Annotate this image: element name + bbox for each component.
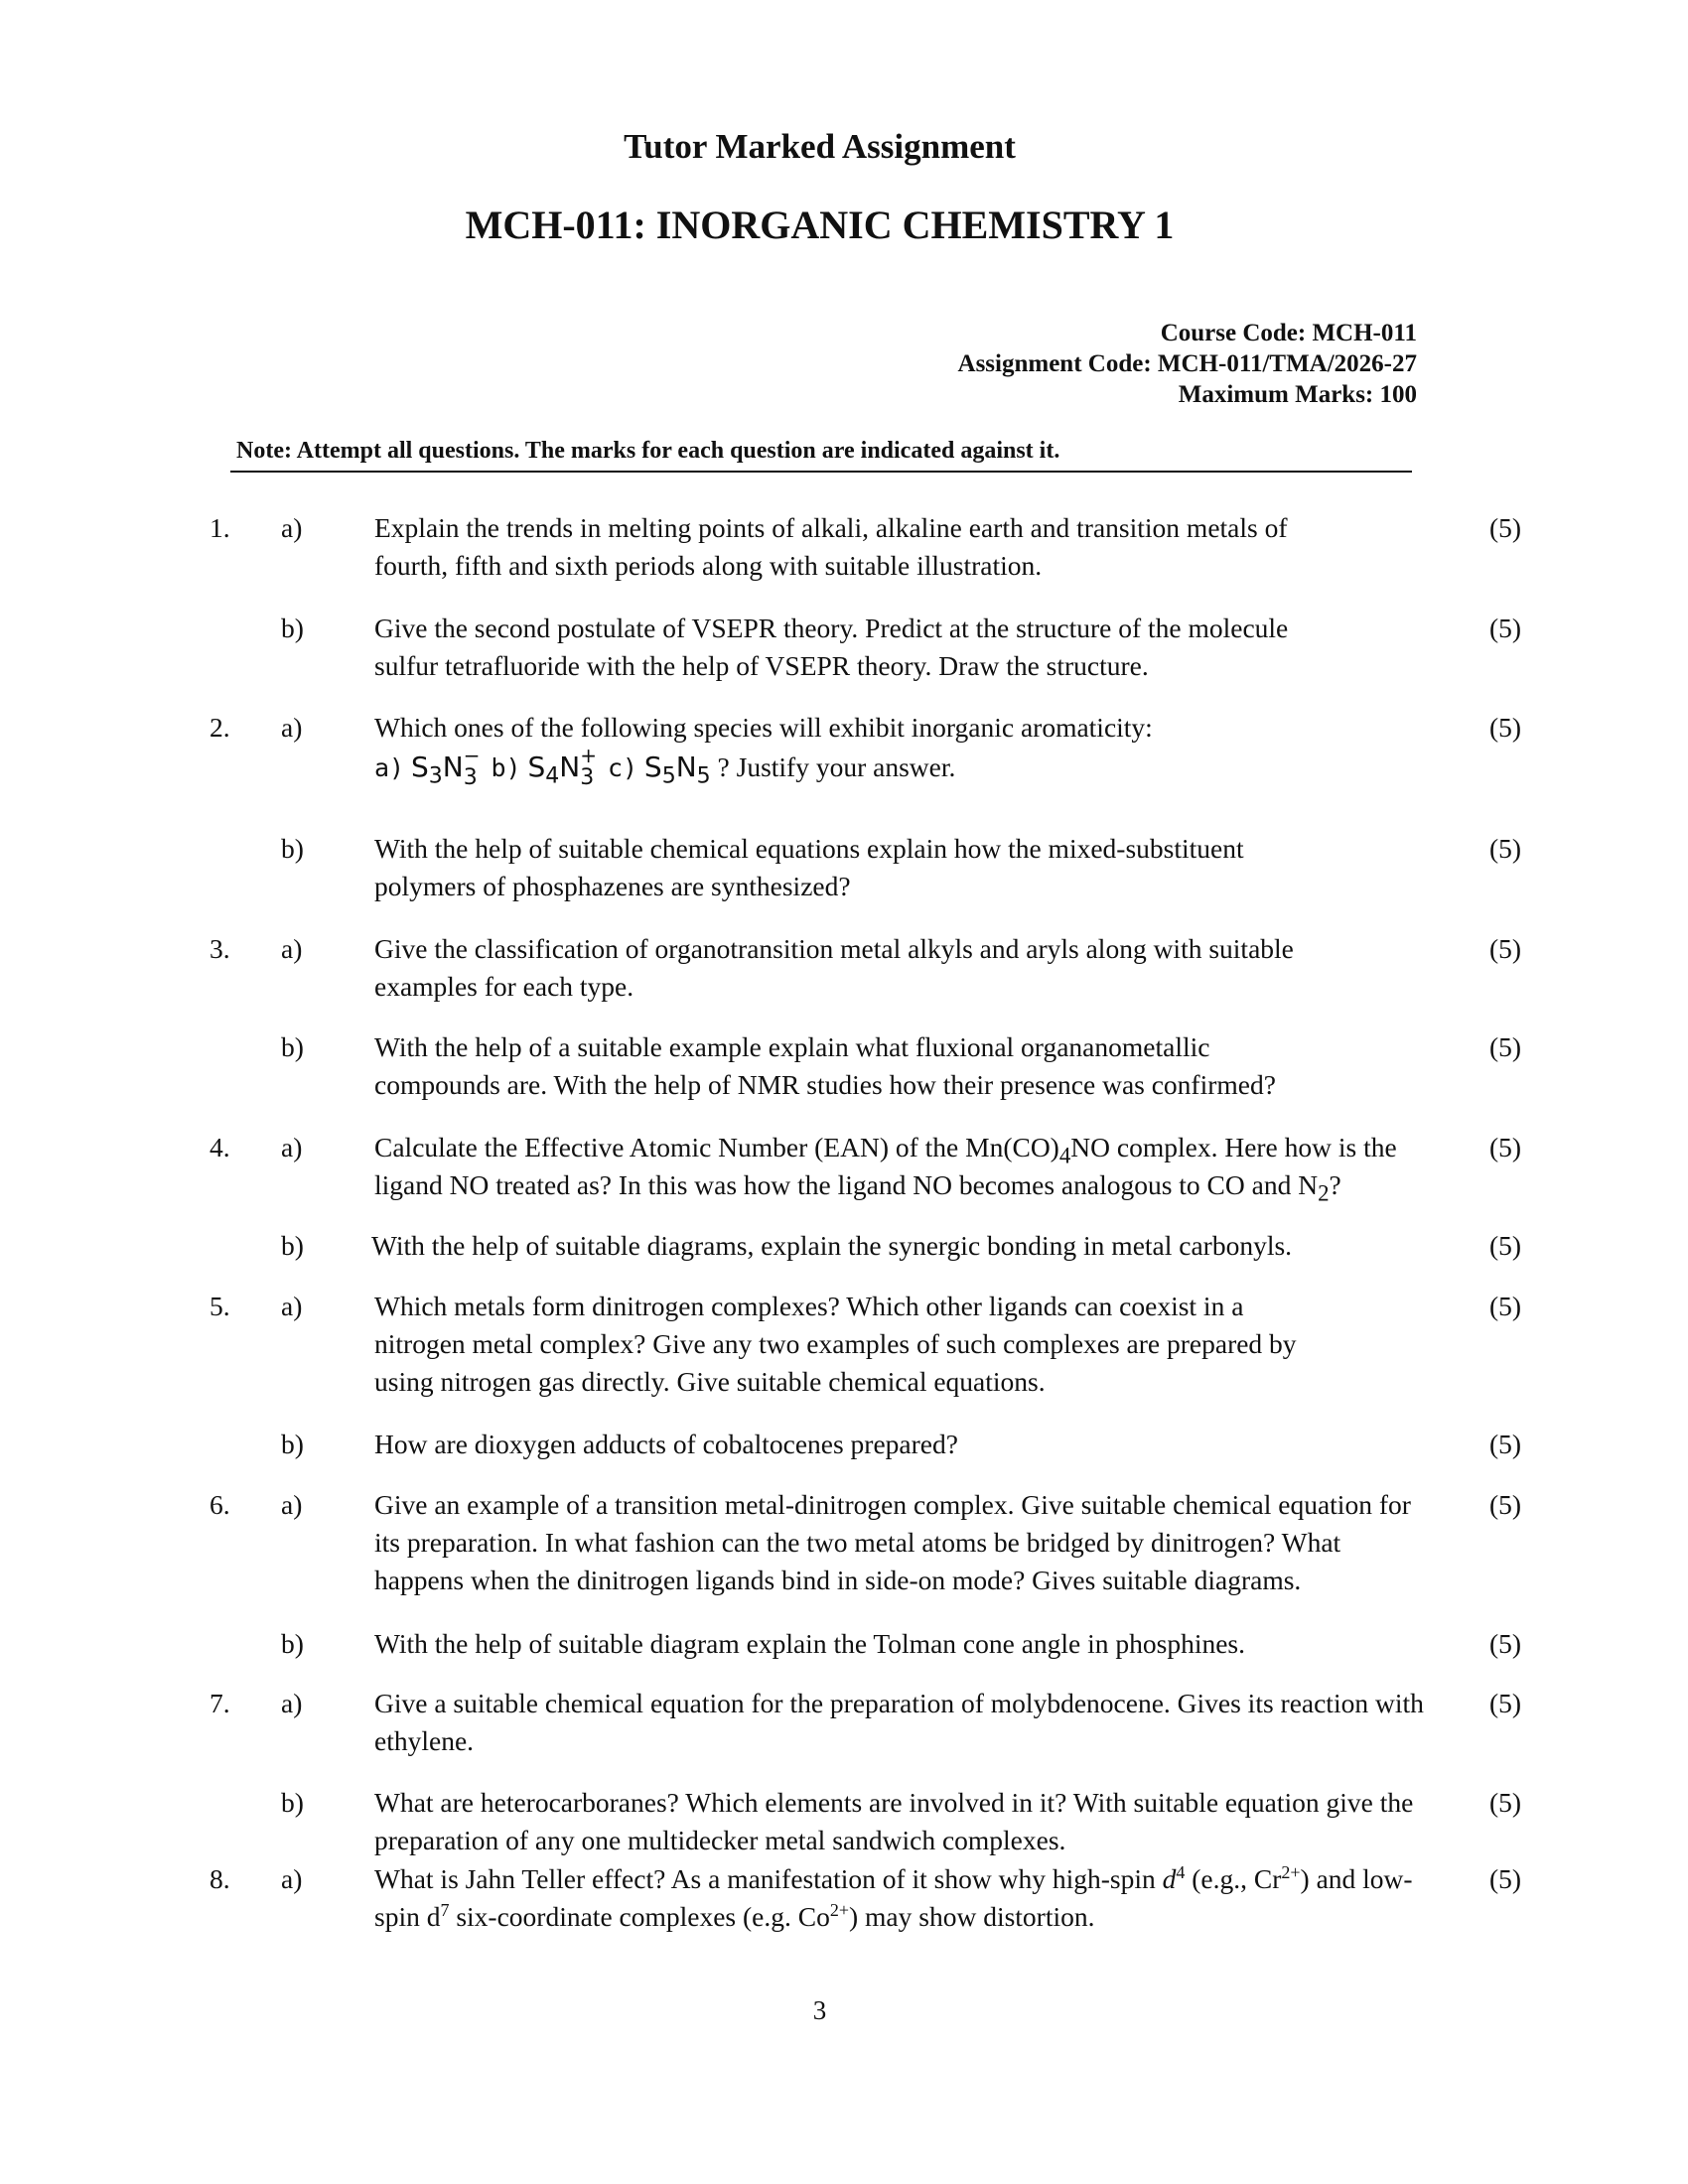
question-part: a) (281, 1291, 303, 1321)
question-text (374, 1028, 1477, 1104)
question-text (374, 610, 1477, 685)
question-marks: (5) (1489, 1132, 1522, 1162)
option-c-label: c) (607, 753, 638, 782)
question-marks: (5) (1489, 613, 1522, 643)
instruction-note: Note: Attempt all questions. The marks for each question are indicated against it. (230, 438, 1412, 473)
question-number: 6. (210, 1489, 230, 1520)
question-part: b) (281, 1230, 304, 1261)
species-line (374, 744, 1477, 790)
question-marks: (5) (1489, 1489, 1522, 1520)
text-line: happens when the dinitrogen ligands bind in side-on mode? Gives suitable diagrams. (374, 1565, 1302, 1595)
course-title: MCH-011: INORGANIC CHEMISTRY 1 (465, 203, 1175, 247)
question-marks: (5) (1489, 1628, 1522, 1659)
question-text (374, 1685, 1477, 1760)
question-marks: (5) (1489, 512, 1522, 543)
question-marks: (5) (1489, 1429, 1522, 1459)
question-text (374, 1860, 1477, 1936)
text-line: using nitrogen gas directly. Give suitable chemical equations. (374, 1366, 1046, 1397)
text-line: With the help of suitable diagrams, explain the synergic bonding in metal carbonyls. (371, 1230, 1293, 1261)
maximum-marks: Maximum Marks: 100 (1178, 381, 1417, 408)
text-line: Give the second postulate of VSEPR theory. Predict at the structure of the molecule (374, 613, 1289, 643)
question-text (374, 930, 1477, 1006)
question-part: b) (281, 833, 304, 864)
question-number: 5. (210, 1291, 230, 1321)
text-line: Give the classification of organotransition metal alkyls and aryls along with suitable (374, 933, 1294, 964)
species-s4n3: $S_4N$ + $_3$ (527, 744, 597, 790)
question-number: 3. (210, 933, 230, 964)
species-s3n3: $S_3N$ − $_3$ (410, 744, 481, 790)
question-number: 8. (210, 1863, 230, 1894)
question-text (374, 1426, 1477, 1463)
question-text (374, 1129, 1477, 1204)
text-line: Give a suitable chemical equation for the preparation of molybdenocene. Gives its reaction with (374, 1688, 1424, 1718)
text-line: What are heterocarboranes? Which elements are involved in it? With suitable equation give the (374, 1787, 1414, 1818)
text-line: With the help of suitable diagram explain the Tolman cone angle in phosphines. (374, 1628, 1246, 1659)
text-line: With the help of a suitable example explain what fluxional organanometallic (374, 1031, 1210, 1062)
question-part: a) (281, 1688, 303, 1718)
text-line: ligand NO treated as? In this was how the ligand NO becomes analogous to CO and $N_2$? (374, 1169, 1341, 1206)
text-line: Calculate the Effective Atomic Number (EAN) of the $Mn(CO)_4NO$ complex. Here how is the (374, 1132, 1397, 1168)
question-marks: (5) (1489, 833, 1522, 864)
text-line: fourth, fifth and sixth periods along with suitable illustration. (374, 550, 1043, 581)
text-line: nitrogen metal complex? Give any two examples of such complexes are prepared by (374, 1328, 1297, 1359)
text-line: its preparation. In what fashion can the two metal atoms be bridged by dinitrogen? What (374, 1527, 1341, 1558)
question-marks: (5) (1489, 1291, 1522, 1321)
question-part: a) (281, 712, 303, 743)
option-b-label: b) (491, 753, 521, 782)
question-part: a) (281, 1132, 303, 1162)
question-number: 4. (210, 1132, 230, 1162)
text-line: preparation of any one multidecker metal sandwich complexes. (374, 1825, 1066, 1855)
question-part: b) (281, 1628, 304, 1659)
text-line: spin $d^7$ six-coordinate complexes (e.g. $Co^{2+}$) may show distortion. (374, 1899, 1095, 1932)
question-text (374, 509, 1477, 585)
question-text (374, 1784, 1477, 1859)
question-marks: (5) (1489, 1787, 1522, 1818)
question-text (374, 709, 1477, 789)
question-text (374, 1486, 1477, 1599)
question-number: 2. (210, 712, 230, 743)
question-number: 7. (210, 1688, 230, 1718)
species-s5n5: $S_5N_5$ (643, 751, 711, 789)
question-text (374, 1625, 1477, 1663)
text-line: What is Jahn Teller effect? As a manifestation of it show why high-spin $d^4$ (e.g., $Cr^{2+}$) and low- (374, 1861, 1413, 1894)
text-line: sulfur tetrafluoride with the help of VSEPR theory. Draw the structure. (374, 650, 1149, 681)
question-part: b) (281, 1787, 304, 1818)
question-marks: (5) (1489, 933, 1522, 964)
question-part: b) (281, 1031, 304, 1062)
question-marks: (5) (1489, 1688, 1522, 1718)
text-line: compounds are. With the help of NMR studies how their presence was confirmed? (374, 1069, 1276, 1100)
question-part: a) (281, 1489, 303, 1520)
course-code: Course Code: MCH-011 (1160, 320, 1417, 346)
text-line: Which ones of the following species will exhibit inorganic aromaticity: (374, 712, 1153, 743)
question-text (374, 830, 1477, 905)
question-marks: (5) (1489, 1230, 1522, 1261)
question-marks: (5) (1489, 712, 1522, 743)
question-marks: (5) (1489, 1031, 1522, 1062)
question-part: a) (281, 1863, 303, 1894)
question-number: 1. (210, 512, 230, 543)
text-line: examples for each type. (374, 971, 634, 1002)
text-line: Which metals form dinitrogen complexes? Which other ligands can coexist in a (374, 1291, 1244, 1321)
text-line: Give an example of a transition metal-dinitrogen complex. Give suitable chemical equation for (374, 1489, 1411, 1520)
text-line: With the help of suitable chemical equations explain how the mixed-substituent (374, 833, 1244, 864)
document-title: Tutor Marked Assignment (624, 127, 1016, 166)
question-text (371, 1227, 1474, 1265)
option-a-label: a) (374, 753, 405, 782)
question-part: b) (281, 1429, 304, 1459)
question-text (374, 1288, 1477, 1401)
question-part: b) (281, 613, 304, 643)
assignment-code: Assignment Code: MCH-011/TMA/2026-27 (957, 350, 1417, 377)
text-line: polymers of phosphazenes are synthesized? (374, 871, 851, 901)
question-part: a) (281, 933, 303, 964)
question-part: a) (281, 512, 303, 543)
species-tail: ? Justify your answer. (717, 751, 956, 782)
page-number: 3 (812, 1995, 827, 2025)
text-line: ethylene. (374, 1725, 475, 1756)
question-marks: (5) (1489, 1863, 1522, 1894)
text-line: Explain the trends in melting points of alkali, alkaline earth and transition metals of (374, 512, 1288, 543)
text-line: How are dioxygen adducts of cobaltocenes prepared? (374, 1429, 958, 1459)
